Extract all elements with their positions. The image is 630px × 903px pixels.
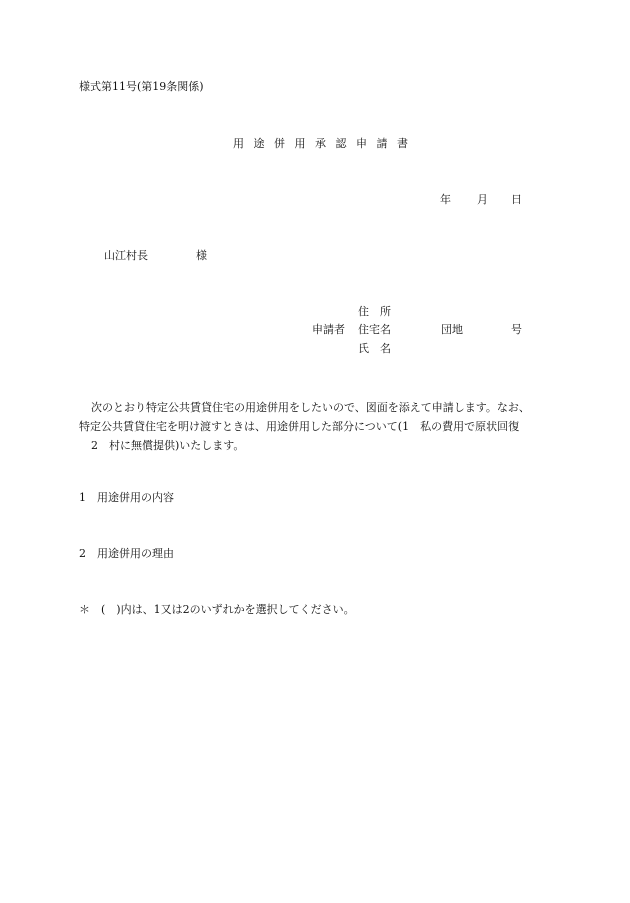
address-label: 住 所 (358, 305, 391, 318)
item-usage-reason: 2 用途併用の理由 (79, 547, 174, 560)
applicant-label: 申請者 (312, 323, 345, 336)
unit-number-label: 号 (511, 323, 522, 336)
item-usage-content: 1 用途併用の内容 (79, 491, 174, 504)
addressee-name: 山江村長 (104, 249, 148, 262)
date-month-label: 月 (477, 193, 488, 206)
danchi-label: 団地 (441, 323, 463, 336)
body-line-1: 次のとおり特定公共賃貸住宅の用途併用をしたいので、図面を添えて申請します。なお、 (91, 401, 530, 414)
applicant-name-label: 氏 名 (358, 342, 391, 355)
date-year-label: 年 (440, 193, 451, 206)
addressee-honorific: 様 (196, 249, 207, 262)
selection-note: ＊ ( )内は、1又は2のいずれかを選択してください。 (79, 603, 355, 616)
residence-name-label: 住宅名 (358, 323, 391, 336)
body-line-2: 特定公共賃貸住宅を明け渡すときは、用途併用した部分について(1 私の費用で原状回復 (79, 420, 520, 433)
date-day-label: 日 (511, 193, 522, 206)
document-title: 用 途 併 用 承 認 申 請 書 (233, 137, 411, 150)
body-line-3: 2 村に無償提供)いたします。 (91, 439, 245, 452)
form-number: 様式第11号(第19条関係) (79, 80, 204, 93)
body-paragraph (79, 398, 559, 455)
